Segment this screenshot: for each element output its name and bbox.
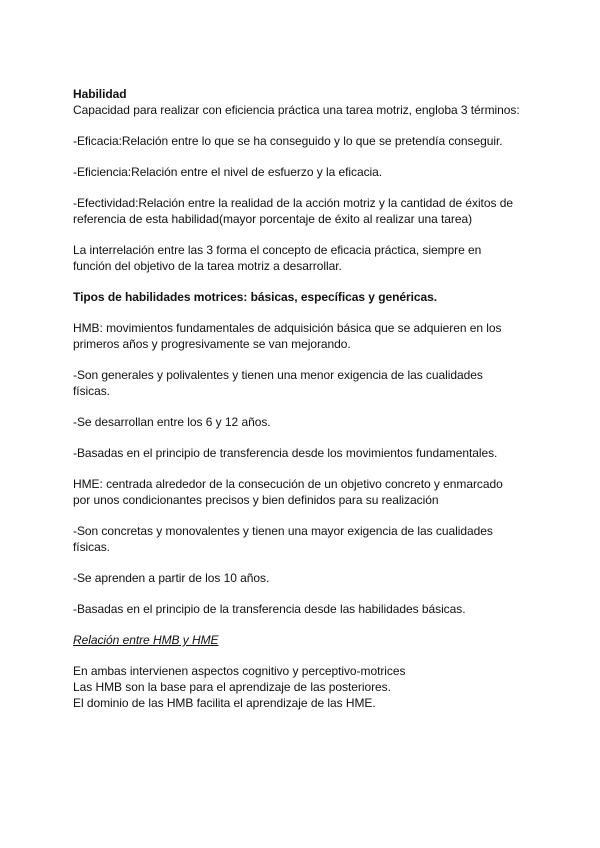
habilidad-title: Habilidad: [73, 87, 127, 101]
hme-item-1: [73, 523, 543, 555]
tipos-heading: Tipos de habilidades motrices: básicas, específicas y genéricas.: [73, 290, 438, 304]
relacion-line-3: El dominio de las HMB facilita el aprendizaje de las HME.: [73, 696, 376, 710]
hmb-item-1: [73, 367, 543, 399]
hmb-item-2: -Se desarrollan entre los 6 y 12 años.: [73, 415, 271, 429]
habilidad-block: [73, 86, 543, 118]
hme-definition: [73, 476, 543, 508]
interrelacion-paragraph: [73, 242, 543, 274]
interrelacion-line-2: función del objetivo de la tarea motriz a desarrollar.: [73, 259, 342, 273]
hmb-item-1-line-1: -Son generales y polivalentes y tienen una menor exigencia de las cualidades: [73, 368, 483, 382]
hme-item-1-line-1: -Son concretas y monovalentes y tienen una mayor exigencia de las cualidades: [73, 524, 493, 538]
relacion-line-2: Las HMB son la base para el aprendizaje de las posteriores.: [73, 680, 391, 694]
hme-item-3: -Basadas en el principio de la transferencia desde las habilidades básicas.: [73, 602, 466, 616]
hmb-item-1-line-2: físicas.: [73, 384, 110, 398]
efectividad-paragraph: [73, 195, 543, 227]
hme-definition-line-1: HME: centrada alrededor de la consecución de un objetivo concreto y enmarcado: [73, 477, 503, 491]
relacion-paragraph: [73, 663, 543, 711]
hme-item-2: -Se aprenden a partir de los 10 años.: [73, 571, 270, 585]
eficacia-paragraph: -Eficacia:Relación entre lo que se ha conseguido y lo que se pretendía conseguir.: [73, 134, 503, 148]
hmb-definition-line-1: HMB: movimientos fundamentales de adquisición básica que se adquieren en los: [73, 321, 502, 335]
efectividad-line-2: referencia de esta habilidad(mayor porcentaje de éxito al realizar una tarea): [73, 212, 473, 226]
relacion-heading: Relación entre HMB y HME: [73, 633, 219, 647]
document-body: [73, 86, 543, 711]
relacion-line-1: En ambas intervienen aspectos cognitivo y perceptivo-motrices: [73, 664, 406, 678]
efectividad-line-1: -Efectividad:Relación entre la realidad de la acción motriz y la cantidad de éxitos de: [73, 196, 513, 210]
hmb-definition: [73, 320, 543, 352]
eficiencia-paragraph: -Eficiencia:Relación entre el nivel de esfuerzo y la eficacia.: [73, 165, 383, 179]
hmb-definition-line-2: primeros años y progresivamente se van mejorando.: [73, 337, 351, 351]
interrelacion-line-1: La interrelación entre las 3 forma el concepto de eficacia práctica, siempre en: [73, 243, 482, 257]
hme-definition-line-2: por unos condicionantes precisos y bien definidos para su realización: [73, 493, 439, 507]
hme-item-1-line-2: físicas.: [73, 540, 110, 554]
habilidad-definition: Capacidad para realizar con eficiencia práctica una tarea motriz, engloba 3 términos:: [73, 103, 520, 117]
hmb-item-3: -Basadas en el principio de transferencia desde los movimientos fundamentales.: [73, 446, 498, 460]
